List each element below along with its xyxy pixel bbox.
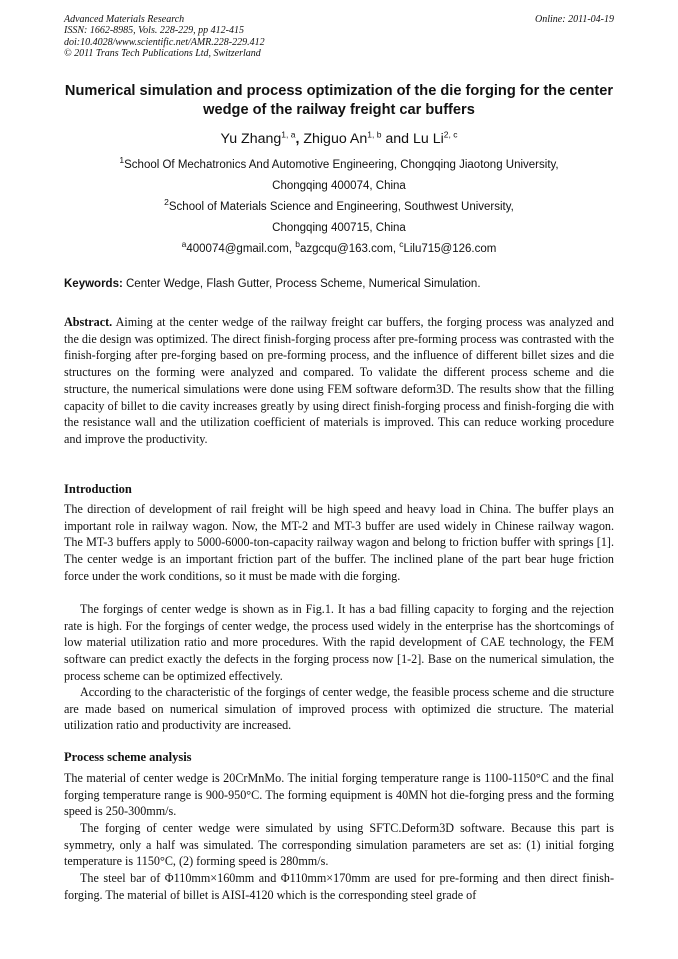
introduction-heading: Introduction bbox=[64, 482, 132, 496]
author-name: Yu Zhang bbox=[220, 131, 282, 147]
affiliation-2-city: Chongqing 400715, China bbox=[272, 222, 406, 234]
email-mark: b bbox=[295, 239, 300, 250]
process-heading: Process scheme analysis bbox=[64, 750, 192, 764]
email-address: Lilu715@126.com bbox=[403, 243, 497, 255]
author-affiliation-mark: 1, b bbox=[367, 129, 382, 140]
email-mark: c bbox=[399, 239, 404, 250]
author-separator: and bbox=[381, 131, 413, 147]
author-list bbox=[58, 130, 620, 148]
introduction-paragraph-3: According to the characteristic of the forgings of center wedge, the feasible process scheme and die structure are made based on numerical simulation of improved process with optimized die structure. The material utilization ratio and productivity are increased. bbox=[64, 685, 614, 733]
journal-name: Advanced Materials Research bbox=[64, 14, 185, 25]
affiliation-1-city: Chongqing 400074, China bbox=[272, 180, 406, 192]
keywords-label: Keywords: bbox=[64, 278, 123, 290]
keywords-text: Center Wedge, Flash Gutter, Process Scheme, Numerical Simulation. bbox=[122, 278, 481, 290]
journal-header bbox=[64, 14, 265, 60]
email-address: 400074@gmail.com, bbox=[186, 243, 296, 255]
process-paragraph-3: The steel bar of Φ110mm×160mm and Φ110mm×170mm are used for pre-forming and then direct finish-forging. The material of billet is AISI-4120 which is the corresponding steel grade of bbox=[64, 871, 614, 902]
email-mark: a bbox=[181, 239, 187, 250]
author-affiliation-mark: 1, a bbox=[281, 129, 296, 140]
process-paragraph-2: The forging of center wedge were simulated by using SFTC.Deform3D software. Because this part is symmetry, only a half was simulated. The corresponding simulation parameters are set as: (1) initial forging temperature is 1150°C, (2) forming speed is 280mm/s. bbox=[64, 821, 614, 869]
affiliation-1 bbox=[58, 155, 620, 172]
affiliation-2 bbox=[58, 197, 620, 214]
online-date: Online: 2011-04-19 bbox=[535, 14, 614, 25]
paper-title: Numerical simulation and process optimization of the die forging for the center wedge of the railway freight car buffers bbox=[64, 83, 614, 118]
affiliation-mark: 1 bbox=[119, 155, 125, 166]
author-name: Lu Li bbox=[413, 131, 444, 147]
introduction-paragraph-2: The forgings of center wedge is shown as in Fig.1. It has a bad filling capacity to forging and the rejection rate is high. For the forgings of center wedge, the process used widely in the enterprise has the shortcomings of low material utilization ratio and more procedures. With the rapid development of CAE technology, the FEM software can predict exactly the defects in the forging process now [1-2]. Base on the numerical simulation, the process scheme can be optimized effectively. bbox=[64, 602, 614, 683]
affiliation-mark: 2 bbox=[164, 197, 169, 208]
author-emails bbox=[58, 239, 620, 256]
doi-line: doi:10.4028/www.scientific.net/AMR.228-229.412 bbox=[64, 36, 265, 48]
affiliation-text: School Of Mechatronics And Automotive Engineering, Chongqing Jiaotong University, bbox=[124, 159, 559, 171]
affiliation-text: School of Materials Science and Engineering, Southwest University, bbox=[168, 201, 514, 213]
abstract-label: Abstract. bbox=[64, 315, 113, 329]
author-separator: , bbox=[295, 131, 304, 147]
abstract-text: Aiming at the center wedge of the railway freight car buffers, the forging process was analyzed and the die design was optimized. The direct finish-forging process after pre-forming process was contrasted with the finish-forging after pre-forging based on pre-forming process, and the influence of different billet sizes and die structures on the forming were analyzed and compared. To validate the different process scheme and die structure, the numerical simulations were done using FEM software deform3D. The results show that the filling capacity of billet to die cavity increases greatly by using direct finish-forging process and finish-forging die with the resistance wall and the utilization coefficient of materials is improved. This can reduce working procedure and improve the productivity. bbox=[64, 315, 614, 446]
keywords bbox=[64, 277, 614, 291]
abstract bbox=[64, 314, 614, 448]
author-name: Zhiguo An bbox=[303, 131, 368, 147]
introduction-paragraph-1: The direction of development of rail freight will be high speed and heavy load in China. The buffer plays an important role in railway wagon. Now, the MT-2 and MT-3 buffer are used widely in Chinese railway wagon. The MT-3 buffers apply to 5000-6000-ton-capacity railway wagon and belong to friction buffer with springs [1]. The center wedge is an important friction part of the buffer. The inclined plane of the part bear huge friction force under the work conditions, so it must be made with die forging. bbox=[64, 502, 614, 583]
issn-line: ISSN: 1662-8985, Vols. 228-229, pp 412-415 bbox=[64, 25, 244, 37]
copyright-line: © 2011 Trans Tech Publications Ltd, Switzerland bbox=[64, 48, 261, 60]
email-address: azgcqu@163.com, bbox=[299, 243, 400, 255]
process-paragraph-1: The material of center wedge is 20CrMnMo. The initial forging temperature range is 1100-1150°C and the final forging temperature range is 900-950°C. The forming equipment is 40MN hot die-forging press and the forming speed is 250-300mm/s. bbox=[64, 771, 614, 819]
author-affiliation-mark: 2, c bbox=[443, 129, 458, 140]
